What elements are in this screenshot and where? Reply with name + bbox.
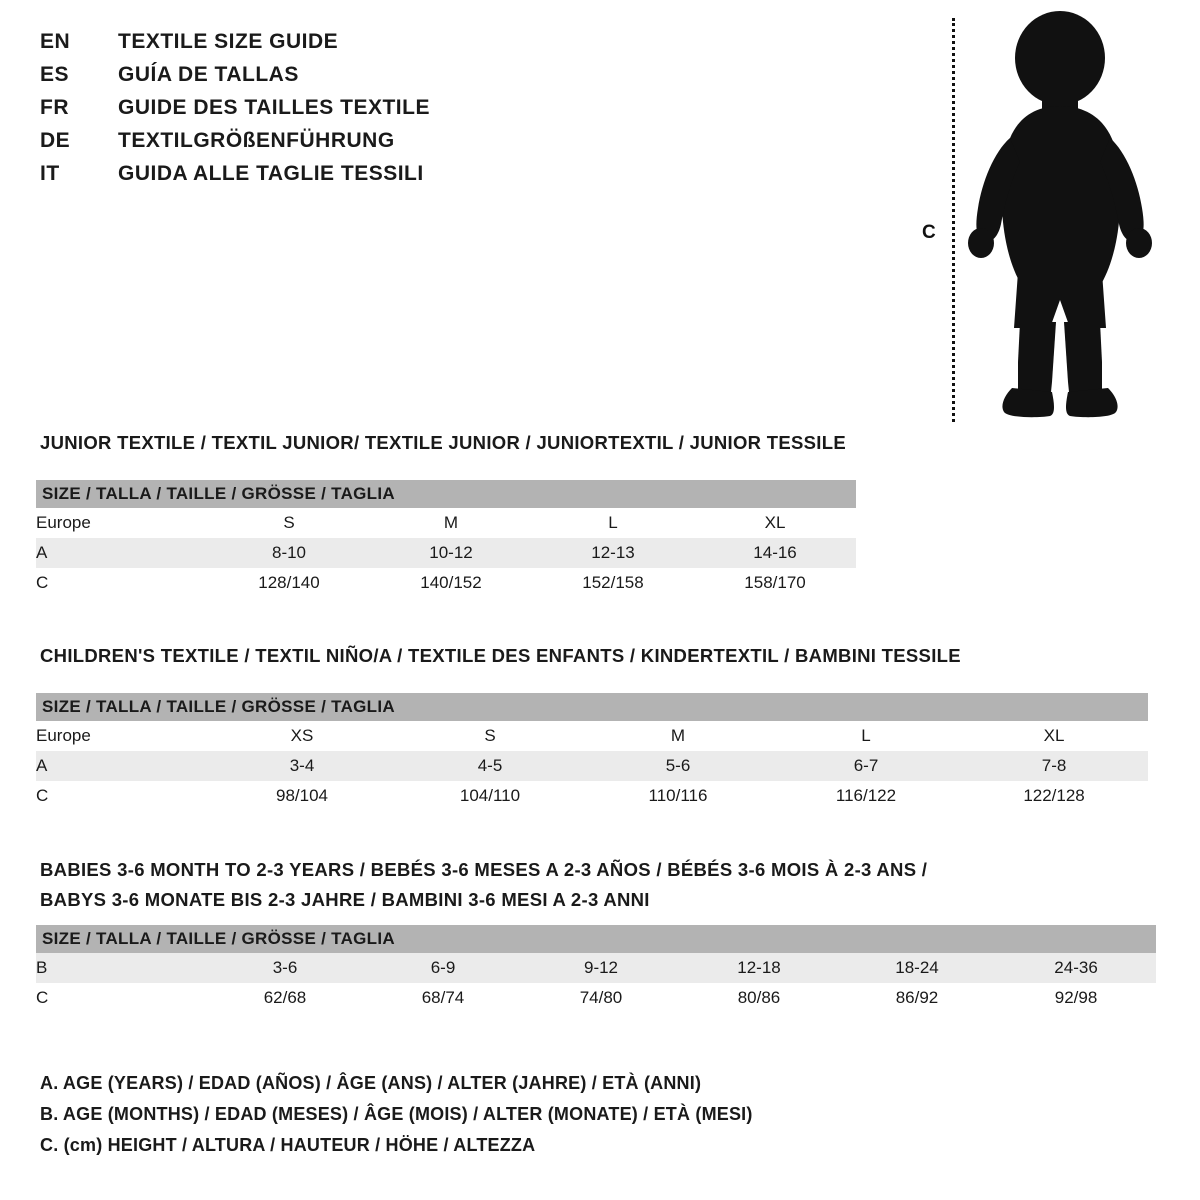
- language-code: ES: [40, 63, 70, 86]
- cell-value: 92/98: [1054, 988, 1098, 1007]
- language-row-en: [40, 30, 600, 63]
- cell-value: XL: [1043, 726, 1065, 745]
- cell-value: 18-24: [895, 958, 939, 977]
- cell-value: 8-10: [271, 543, 307, 562]
- legend-block: [40, 1068, 1140, 1161]
- language-code: EN: [40, 30, 71, 53]
- cell-value: M: [670, 726, 686, 745]
- table-band-row: [36, 480, 856, 508]
- language-code: IT: [40, 162, 60, 185]
- cell-value: 80/86: [737, 988, 781, 1007]
- cell-value: 158/170: [744, 573, 806, 592]
- language-code: DE: [40, 129, 71, 152]
- table-band-label: SIZE / TALLA / TAILLE / GRÖSSE / TAGLIA: [42, 929, 395, 948]
- language-row-de: [40, 129, 600, 162]
- cell-value: 3-4: [289, 756, 315, 775]
- cell-value: 12-13: [591, 543, 635, 562]
- language-title: GUÍA DE TALLAS: [118, 63, 299, 86]
- section-title-junior: JUNIOR TEXTILE / TEXTIL JUNIOR/ TEXTILE JUNIOR / JUNIORTEXTIL / JUNIOR TESSILE: [40, 432, 846, 453]
- language-title: GUIDE DES TAILLES TEXTILE: [118, 96, 430, 119]
- cell-value: 14-16: [753, 543, 797, 562]
- cell-value: 98/104: [276, 786, 328, 805]
- table-row: [36, 538, 856, 568]
- cell-value: 9-12: [583, 958, 619, 977]
- table-band-row: [36, 693, 1148, 721]
- language-title: TEXTILE SIZE GUIDE: [118, 30, 339, 53]
- cell-value: 68/74: [421, 988, 465, 1007]
- table-row: [36, 953, 1156, 983]
- row-label: A: [36, 543, 48, 562]
- language-row-it: [40, 162, 600, 195]
- row-label: C: [36, 988, 49, 1007]
- cell-value: L: [861, 726, 871, 745]
- height-measure-label: C: [922, 222, 936, 243]
- language-title: TEXTILGRÖßENFÜHRUNG: [118, 129, 395, 152]
- section-title-babies: [40, 855, 1040, 915]
- cell-value: S: [484, 726, 496, 745]
- babies-size-table: [36, 925, 1156, 1013]
- height-measure-figure: [900, 10, 1160, 430]
- child-silhouette-icon: [960, 10, 1160, 425]
- table-band-row: [36, 925, 1156, 953]
- cell-value: 104/110: [459, 786, 521, 805]
- cell-value: S: [283, 513, 295, 532]
- legend-line-age-years: A. AGE (YEARS) / EDAD (AÑOS) / ÂGE (ANS) / ALTER (JAHRE) / ETÀ (ANNI): [40, 1073, 702, 1093]
- cell-value: 128/140: [258, 573, 320, 592]
- cell-value: 122/128: [1023, 786, 1085, 805]
- table-row: [36, 751, 1148, 781]
- junior-size-table: [36, 480, 856, 598]
- height-measure-dotted-line: [952, 18, 955, 422]
- cell-value: 4-5: [477, 756, 503, 775]
- legend-line-age-months: B. AGE (MONTHS) / EDAD (MESES) / ÂGE (MOIS) / ALTER (MONATE) / ETÀ (MESI): [40, 1104, 753, 1124]
- section-title-babies-line1: BABIES 3-6 MONTH TO 2-3 YEARS / BEBÉS 3-6 MESES A 2-3 AÑOS / BÉBÉS 3-6 MOIS À 2-3 ANS /: [40, 859, 928, 880]
- section-title-children: CHILDREN'S TEXTILE / TEXTIL NIÑO/A / TEXTILE DES ENFANTS / KINDERTEXTIL / BAMBINI TESSILE: [40, 645, 961, 666]
- language-row-es: [40, 63, 600, 96]
- table-row: [36, 721, 1148, 751]
- row-label: B: [36, 958, 48, 977]
- cell-value: 24-36: [1054, 958, 1098, 977]
- cell-value: 7-8: [1041, 756, 1067, 775]
- row-label: C: [36, 786, 49, 805]
- cell-value: 140/152: [420, 573, 482, 592]
- table-row: [36, 508, 856, 538]
- section-title-babies-line2: BABYS 3-6 MONATE BIS 2-3 JAHRE / BAMBINI 3-6 MESI A 2-3 ANNI: [40, 889, 650, 910]
- cell-value: 86/92: [895, 988, 939, 1007]
- cell-value: 62/68: [263, 988, 307, 1007]
- table-row: [36, 568, 856, 598]
- cell-value: L: [608, 513, 618, 532]
- cell-value: M: [443, 513, 459, 532]
- language-title-block: [40, 30, 600, 195]
- cell-value: 6-9: [430, 958, 456, 977]
- cell-value: XL: [764, 513, 786, 532]
- cell-value: 12-18: [737, 958, 781, 977]
- cell-value: 6-7: [853, 756, 879, 775]
- row-label: C: [36, 573, 49, 592]
- cell-value: 152/158: [582, 573, 644, 592]
- cell-value: 10-12: [429, 543, 473, 562]
- children-size-table: [36, 693, 1148, 811]
- table-row: [36, 983, 1156, 1013]
- row-label: Europe: [36, 726, 91, 745]
- table-band-label: SIZE / TALLA / TAILLE / GRÖSSE / TAGLIA: [42, 484, 395, 503]
- cell-value: 3-6: [272, 958, 298, 977]
- language-row-fr: [40, 96, 600, 129]
- cell-value: 116/122: [835, 786, 897, 805]
- cell-value: 74/80: [579, 988, 623, 1007]
- legend-line-height: C. (cm) HEIGHT / ALTURA / HAUTEUR / HÖHE / ALTEZZA: [40, 1135, 536, 1155]
- language-code: FR: [40, 96, 69, 119]
- table-row: [36, 781, 1148, 811]
- row-label: Europe: [36, 513, 91, 532]
- cell-value: 5-6: [665, 756, 691, 775]
- table-band-label: SIZE / TALLA / TAILLE / GRÖSSE / TAGLIA: [42, 697, 395, 716]
- cell-value: XS: [290, 726, 314, 745]
- row-label: A: [36, 756, 48, 775]
- cell-value: 110/116: [648, 786, 708, 805]
- language-title: GUIDA ALLE TAGLIE TESSILI: [118, 162, 424, 185]
